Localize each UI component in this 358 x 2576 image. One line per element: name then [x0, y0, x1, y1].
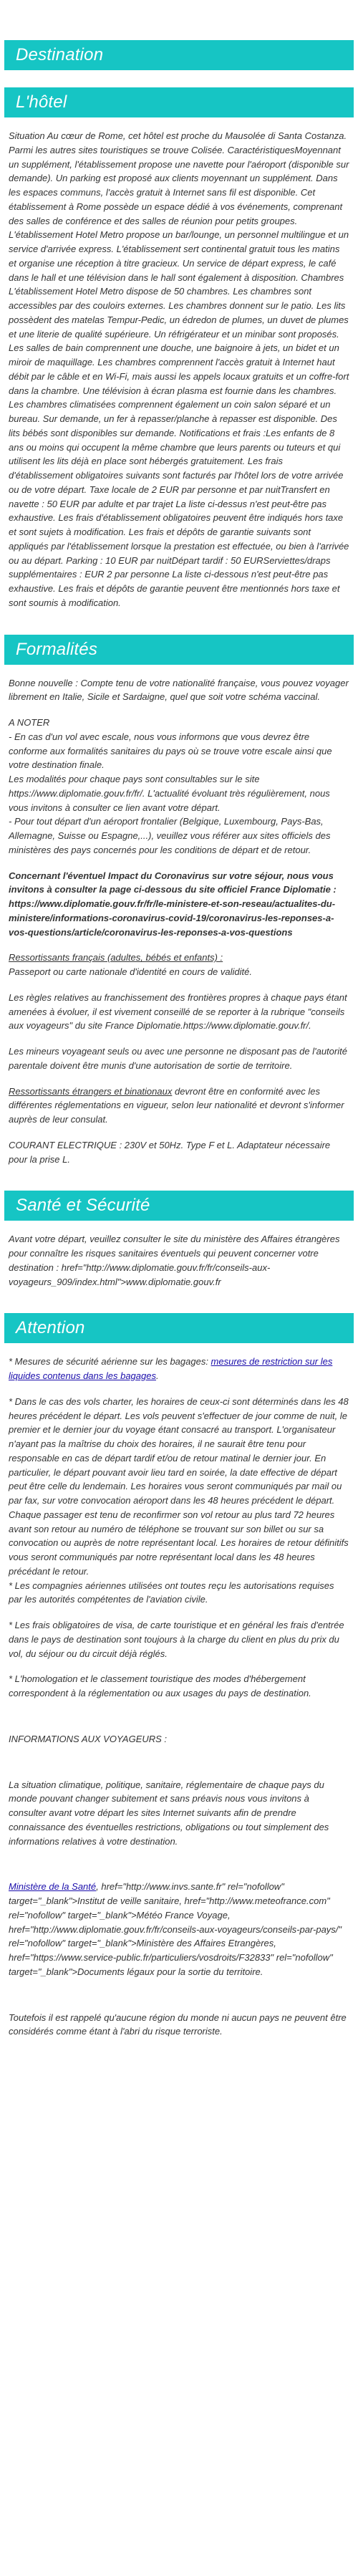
formalites-section [4, 665, 354, 1191]
spacer [9, 1991, 349, 2011]
health-ministry-link[interactable]: Ministère de la Santé [9, 1881, 97, 1893]
minors-rule: Les mineurs voyageant seuls ou avec une personne ne disposant pas de l'autorité parentale doivent être munis d'une autorisation de sortie de territoire. [9, 1046, 347, 1071]
period: . [155, 1370, 159, 1381]
travellers-info-heading: INFORMATIONS AUX VOYAGEURS : [9, 1733, 168, 1744]
section-banner-sante: Santé et Sécurité [4, 1191, 354, 1221]
liquids-restriction-link[interactable]: mesures de restriction sur les liquides contenus dans les bagages [9, 1356, 333, 1381]
formalites-note [9, 716, 349, 857]
foreign-nationals-link[interactable]: Ressortissants étrangers et binationaux [9, 1085, 173, 1097]
note-line-1: - En cas d'un vol avec escale, nous vous informons que vous devrez être conforme aux formalités sanitaires du pays où se trouve votre escale ainsi que votre destination finale. [9, 731, 332, 771]
note-line-3: - Pour tout départ d'un aéroport frontalier (Belgique, Luxembourg, Pays-Bas, Allemagne, Suisse ou Espagne,...), veuillez vous référer aux sites officiels des ministères des pays concernés pour les conditions de départ et de retour. [9, 816, 331, 855]
section-banner-formalites: Formalités [4, 635, 354, 665]
security-measures-text: * Mesures de sécurité aérienne sur les bagages: [9, 1356, 211, 1368]
french-nationals-text: Passeport ou carte nationale d'identité en cours de validité. [9, 966, 252, 977]
travellers-info-text: La situation climatique, politique, sanitaire, réglementaire de chaque pays du monde pouvant changer subitement et sans préavis nous vous invitons à consulter avant votre départ les sites Internet suivants afin de prendre connaissance des éventuelles restrictions, obligations ou tout simplement des informations relatives à votre destination. [9, 1779, 329, 1847]
note-line-2: Les modalités pour chaque pays sont consultables sur le site https://www.diplomatie.gouv.fr/fr/. L'actualité évoluant très régulièrement, nous vous invitons à consulter ce lien avant votre départ. [9, 774, 330, 813]
section-banner-destination: Destination [4, 40, 354, 70]
sante-text: Avant votre départ, veuillez consulter le site du ministère des Affaires étrangères pour connaître les risques sanitaires éventuels qui peuvent concerner votre destination : href="http://www.diplomatie.gouv.fr/fr/conseils-aux-voyageurs_909/index.html">www.diplomatie.gouv.fr [9, 1234, 340, 1287]
hotel-section [4, 117, 354, 635]
hotel-description: Situation Au cœur de Rome, cet hôtel est proche du Mausolée di Santa Costanza. Parmi les autres sites touristiques se trouve Colisée. CaractéristiquesMoyennant un supplément, l'établissement propose une navette pour l'aéroport (disponible sur demande). Un parking est proposé aux clients moyennant un supplément. Dans les espaces communs, l'accès gratuit à Internet sans fil est disponible. Cet établissement à Rome possède un espace dédié à vos événements, comprenant des salles de conférence et des salles de réunion pour petits groupes. L'établissement Hotel Metro propose un bar/lounge, un personnel multilingue et un service d'arrivée express. L'établissement sert continental gratuit tous les matins et organise une réception à titre gracieux. Un service de départ express, le café dans le hall et une télévision dans le hall sont également à disposition. Chambres L'établissement Hotel Metro dispose de 50 chambres. Les chambres sont accessibles par des couloirs externes. Les chambres donnent sur le patio. Les lits possèdent des matelas Tempur-Pedic, un édredon de plumes, un duvet de plumes et une literie de qualité supérieure. Un réfrigérateur et un minibar sont proposés. Les salles de bain comprennent une douche, une baignoire à jets, un bidet et un miroir de maquillage. Les chambres comprennent l'accès gratuit à Internet haut débit par le câble et en Wi-Fi, mais aussi les appels locaux gratuits et un coffre-fort dans la chambre. Une télévision à écran plasma est fournie dans les chambres. Les chambres climatisées comprennent également un coin salon séparé et un bureau. Sur demande, un fer à repasser/planche à repasser est disponible. Des lits bébés sont disponibles sur demande. Notifications et frais :Les enfants de 8 ans ou moins qui occupent la même chambre que leurs parents ou tuteurs et qui utilisent les lits déjà en place sont hébergés gratuitement. Les frais d'établissement obligatoires suivants sont facturés par l'hôtel lors de votre arrivée ou de votre départ. Taxe locale de 2 EUR par personne et par nuitTransfert en navette : 50 EUR par adulte et par trajet La liste ci-dessus n'est peut-être pas exhaustive. Les frais d'établissement obligatoires peuvent être indiqués hors taxe et sont sujets à modification. Les frais et dépôts de garantie suivants sont appliqués par l'établissement lorsque la prestation est effectuée, ou bien à l'arrivée ou au départ. Parking : 10 EUR par nuitDépart tardif : 50 EURServiettes/draps supplémentaires : EUR 2 par personne La liste ci-dessous n'est peut-être pas exhaustive. Les frais et dépôts de garantie peuvent être mentionnés hors taxe et sont soumis à modification. [9, 130, 349, 608]
section-banner-hotel: L'hôtel [4, 87, 354, 117]
section-banner-attention: Attention [4, 1313, 354, 1343]
french-nationals-link[interactable]: Ressortissants français (adultes, bébés et enfants) : [9, 952, 223, 963]
attention-section [4, 1343, 354, 2063]
spacer [9, 1712, 349, 1732]
foreign-nationals-text: devront être en conformité avec les différentes réglementations en vigueur, selon leur nationalité et devront s'informer auprès de leur consulat. [9, 1085, 344, 1125]
french-nationals [9, 951, 349, 979]
foreign-nationals [9, 1085, 349, 1127]
accommodation-rating: * L'homologation et le classement touristique des modes d'hébergement correspondent à la réglementation ou aux usages du pays de destination. [9, 1673, 311, 1698]
charter-flights-text: * Dans le cas des vols charter, les horaires de ceux-ci sont déterminés dans les 48 heures précédent le départ. Les vols peuvent s'effectuer de jour comme de nuit, le premier et le dernier jour du voyage étant consacré au transport. L'organisateur n'ayant pas la maîtrise du choix des horaires, il ne saurait être tenu pour responsable en cas de départ tardif et/ou de retour matinal le dernier jour. En particulier, le départ pouvant avoir lieu tard en soirée, la date effective de départ peut être celle du lendemain. Les horaires vous seront communiqués par mail ou par fax, sur votre convocation aéroport dans les 48 heures précédent le départ. Chaque passager est tenu de reconfirmer son vol retour au plus tard 72 heures avant son retour au numéro de téléphone se trouvant sur son billet ou sur sa convocation ou auprès de notre représentant local. Les horaires de retour définitifs vous seront communiqués par notre représentant local dans les 48 heures précédant le retour. [9, 1395, 349, 1577]
sante-section [4, 1221, 354, 1313]
airlines-authorized: * Les compagnies aériennes utilisées ont toutes reçu les autorisations requises par les autorités compétentes de l'aviation civile. [9, 1580, 334, 1605]
spacer [9, 1860, 349, 1880]
security-measures [9, 1355, 349, 1383]
mandatory-fees: * Les frais obligatoires de visa, de carte touristique et en général les frais d'entrée dans le pays de destination sont toujours à la charge du client en plus du prix du vol, du séjour ou du circuit déjà réglés. [9, 1620, 344, 1659]
coronavirus-notice: Concernant l'éventuel Impact du Coronavirus sur votre séjour, nous vous invitons à consulter la page ci-dessous du site officiel France Diplomatie : https://www.diplomatie.gouv.fr/fr/le-ministere-et-son-reseau/actualites-du-ministere/informations-coronavirus-covid-19/coronavirus-les-reponses-a-vos-questions/article/coronavirus-les-reponses-a-vos-questions [9, 870, 337, 938]
spacer [9, 1758, 349, 1778]
useful-links [9, 1880, 349, 1979]
charter-flights [9, 1395, 349, 1607]
formalites-intro: Bonne nouvelle : Compte tenu de votre nationalité française, vous pouvez voyager librement en Italie, Sicile et Sardaigne, quel que soit votre schéma vaccinal. [9, 677, 349, 703]
electric-current: COURANT ELECTRIQUE : 230V et 50Hz. Type F et L. Adaptateur nécessaire pour la prise L. [9, 1139, 331, 1165]
terror-risk-note: Toutefois il est rappelé qu'aucune région du monde ni aucun pays ne peuvent être considérés comme étant à l'abri du risque terroriste. [9, 2012, 347, 2037]
note-heading: A NOTER [9, 717, 50, 728]
spacer [4, 70, 354, 87]
useful-links-text: , href="http://www.invs.sante.fr" rel="nofollow" target="_blank">Institut de veille sanitaire, href="http://www.meteofrance.com" rel="nofollow" target="_blank">Météo France Voyage, href="http://www.diplomatie.gouv.fr/fr/conseils-aux-voyageurs/conseils-par-pays/" rel="nofollow" target="_blank">Ministère des Affaires Etrangères, href="https://www.service-public.fr/particuliers/vosdroits/F32833" rel="nofollow" target="_blank">Documents légaux pour la sortie du territoire. [9, 1881, 342, 1977]
border-rules: Les règles relatives au franchissement des frontières propres à chaque pays étant amenées à évoluer, il est vivement conseillé de se reporter à la rubrique "conseils aux voyageurs" du site France Diplomatie.https://www.diplomatie.gouv.fr/. [9, 991, 347, 1032]
